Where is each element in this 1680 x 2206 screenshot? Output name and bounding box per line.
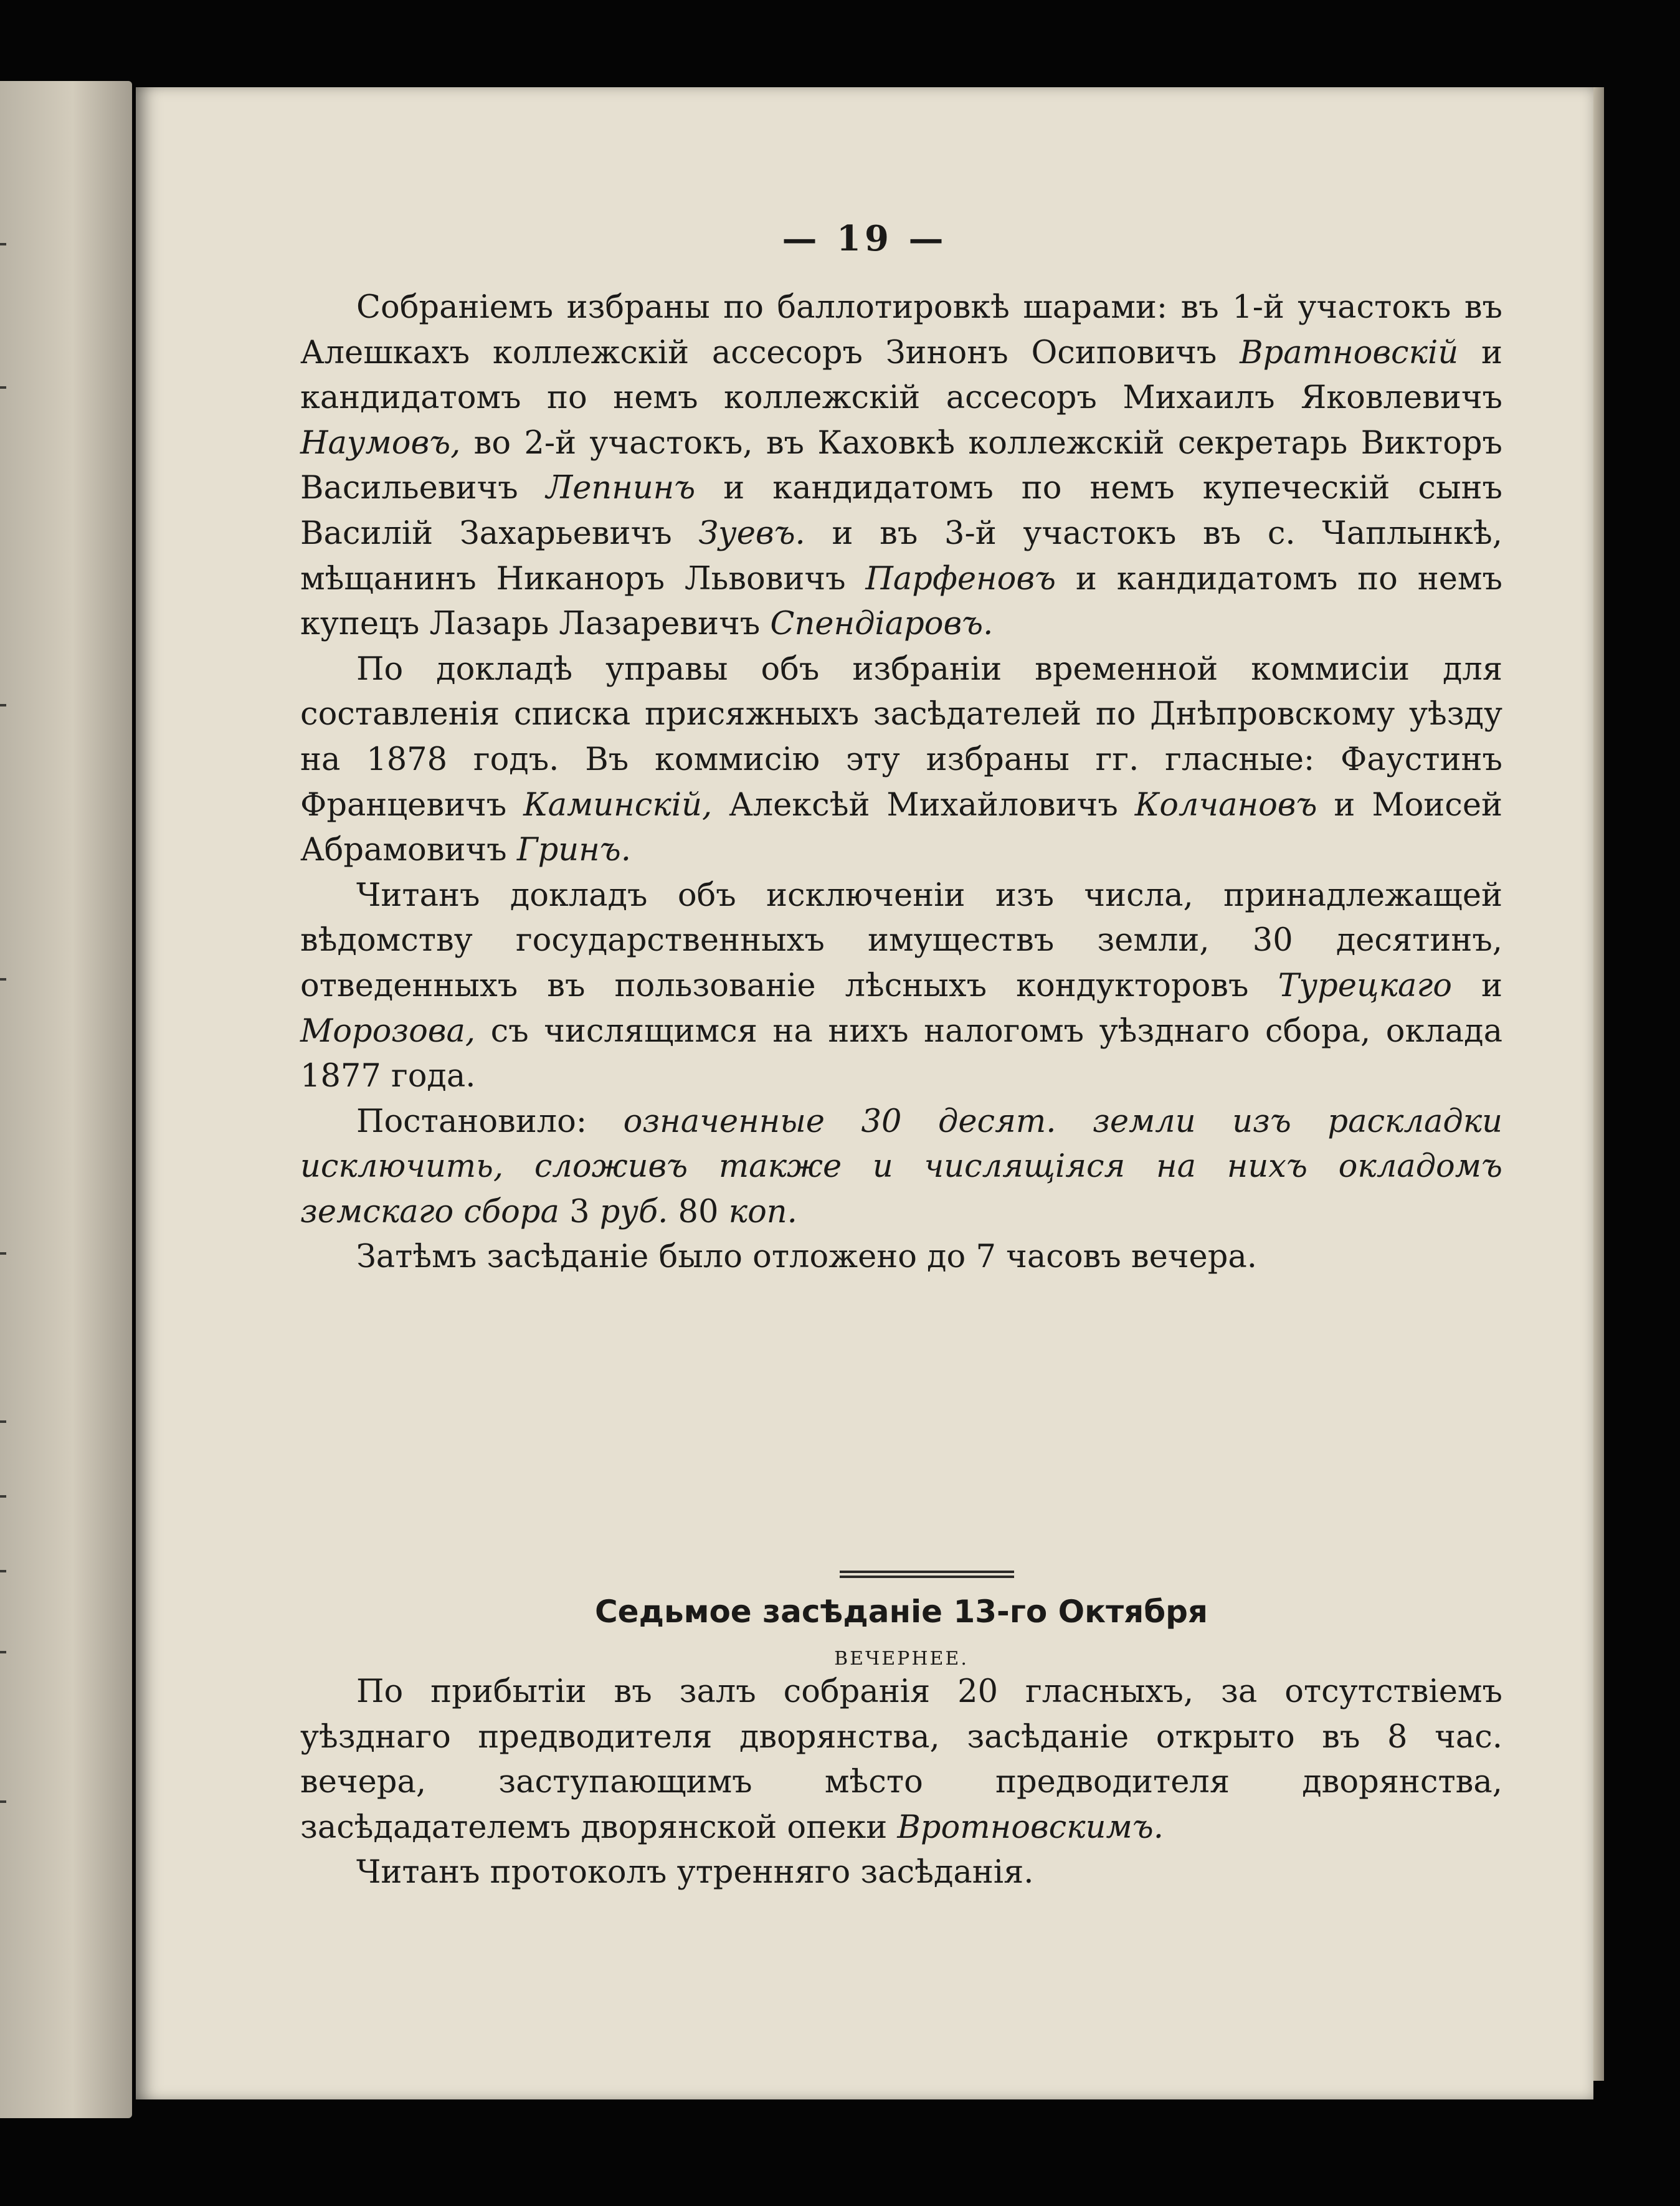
italic-name: Вротновскимъ. <box>897 1809 1164 1846</box>
book-page <box>136 87 1593 2099</box>
paragraph <box>300 873 1502 1100</box>
paragraph <box>300 1850 1502 1896</box>
text-run: и кандидатомъ по немъ купецъ Лазарь Лазаревичъ <box>300 560 1502 643</box>
left-page-edge <box>0 81 132 2118</box>
paragraph <box>300 1670 1502 1850</box>
text-run: Читанъ докладъ объ исключеніи изъ числа, принадлежащей вѣдомству государственныхъ имуществъ земли, 30 десятинъ, отведенныхъ въ пользованіе лѣсныхъ кондукторовъ <box>300 877 1502 1004</box>
left-page-mark <box>0 386 6 389</box>
italic-name: Лепнинъ <box>546 470 696 507</box>
paragraph <box>300 1235 1502 1280</box>
italic-name: коп. <box>728 1193 797 1230</box>
text-run: Собраніемъ избраны по баллотировкѣ шарами: въ 1-й участокъ въ Алешкахъ коллежскій ассесоръ Зинонъ Осиповичъ <box>300 289 1502 371</box>
italic-name: Гринъ. <box>516 832 631 869</box>
italic-name: Парфеновъ <box>865 560 1056 597</box>
paragraph <box>300 285 1502 647</box>
text-run: и Моисей Абрамовичъ <box>300 786 1502 869</box>
text-run: и въ 3-й участокъ въ с. Чаплынкѣ, мѣщанинъ Никаноръ Львовичъ <box>300 515 1502 597</box>
left-page-mark <box>0 1570 6 1572</box>
section-divider <box>840 1571 1014 1578</box>
left-page-mark <box>0 1800 6 1803</box>
text-block-evening <box>300 1670 1502 1896</box>
text-run: и кандидатомъ по немъ коллежскій ассесоръ Михаилъ Яковлевичъ <box>300 334 1502 417</box>
left-page-mark <box>0 978 6 981</box>
text-run: и кандидатомъ по немъ купеческій сынъ Василій Захарьевичъ <box>300 470 1503 552</box>
italic-name: Спендіаровъ. <box>770 606 994 643</box>
section-heading: Седьмое засѣданіе 13-го Октября <box>594 1594 1208 1630</box>
text-run: Читанъ протоколъ утренняго засѣданія. <box>356 1854 1034 1891</box>
left-page-mark <box>0 1420 6 1423</box>
italic-name: Вратновскій <box>1240 334 1459 371</box>
text-run: Алексѣй Михайловичъ <box>712 786 1135 824</box>
left-page-mark <box>0 243 6 245</box>
paragraph <box>300 647 1502 873</box>
italic-name: Турецкаго <box>1278 967 1452 1004</box>
left-page-mark <box>0 1495 6 1498</box>
italic-name: Колчановъ <box>1134 786 1317 824</box>
left-page-mark <box>0 704 6 706</box>
text-run: По докладѣ управы объ избраніи временной коммисіи для составленія списка присяжныхъ засѣдателей по Днѣпровскому уѣзду на 1878 годъ. Въ коммисію эту избраны гг. гласные: Фаустинъ Францевичъ <box>300 650 1502 824</box>
text-run: и <box>1451 967 1502 1004</box>
text-run: Постановило: <box>356 1103 624 1140</box>
page-number: — 19 — <box>782 218 947 259</box>
text-run: 80 <box>668 1193 729 1230</box>
italic-name: Каминскій, <box>523 786 713 824</box>
italic-name: Зуевъ. <box>698 515 805 552</box>
italic-name: означенные 30 десят. земли изъ раскладки исключить, сложивъ также и числящіяся на нихъ окладомъ земскаго сбора <box>300 1103 1502 1230</box>
text-run: съ числящимся на нихъ налогомъ уѣзднаго сбора, оклада 1877 года. <box>300 1012 1502 1095</box>
paragraph <box>300 1100 1502 1235</box>
text-run: 3 <box>559 1193 600 1230</box>
italic-name: Морозова, <box>300 1012 476 1050</box>
left-page-mark <box>0 1252 6 1255</box>
text-block-main <box>300 285 1502 1280</box>
italic-name: руб. <box>599 1193 668 1230</box>
text-run: По прибытіи въ залъ собранія 20 гласныхъ, за отсутствіемъ уѣзднаго предводителя дворянства, засѣданіе открыто въ 8 час. вечера, заступающимъ мѣсто предводителя дворянства, засѣдадателемъ дворянской опеки <box>300 1673 1502 1846</box>
right-page-edge <box>1592 87 1604 2081</box>
text-run: во 2-й участокъ, въ Каховкѣ коллежскій секретарь Викторъ Васильевичъ <box>300 424 1502 507</box>
text-run: Затѣмъ засѣданіе было отложено до 7 часовъ вечера. <box>356 1238 1257 1276</box>
italic-name: Наумовъ, <box>300 424 461 462</box>
section-subheading: ВЕЧЕРНЕЕ. <box>834 1648 969 1670</box>
left-page-mark <box>0 1651 6 1653</box>
